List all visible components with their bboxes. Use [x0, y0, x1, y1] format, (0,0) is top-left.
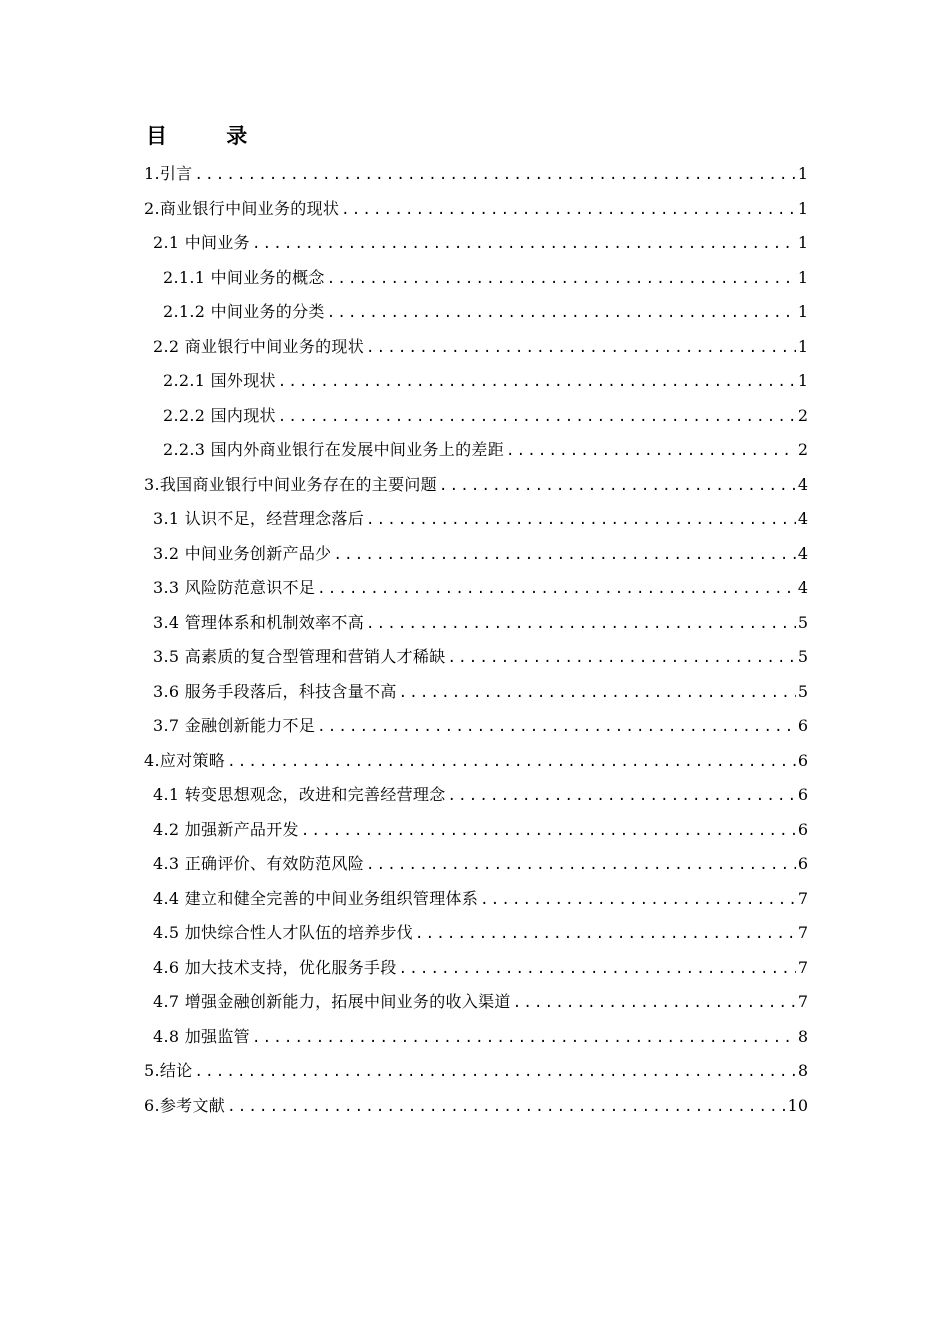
toc-entry-page-number: 2 — [797, 405, 808, 425]
toc-entry-label: 4.8 加强监管 — [153, 1026, 250, 1046]
dot-leader — [506, 434, 796, 469]
dot-leader — [252, 1021, 796, 1056]
toc-entry-label: 2.2.3 国内外商业银行在发展中间业务上的差距 — [163, 440, 504, 459]
dot-leader — [366, 503, 796, 538]
toc-entry-label: 4.2 加强新产品开发 — [153, 819, 299, 839]
toc-entry-label: 2.商业银行中间业务的现状 — [144, 198, 340, 218]
toc-entry-page-number: 6 — [797, 716, 808, 735]
dot-leader — [448, 641, 796, 676]
toc-entry-section-2-2[interactable] — [144, 330, 808, 365]
toc-entry-section-4[interactable] — [144, 744, 808, 779]
toc-list — [144, 157, 808, 1123]
toc-entry-page-number: 4 — [797, 474, 808, 494]
toc-entry-label: 4.4 建立和健全完善的中间业务组织管理体系 — [153, 888, 479, 908]
dot-leader — [194, 1055, 795, 1090]
toc-entry-section-2-2-3[interactable] — [144, 433, 808, 468]
dot-leader — [278, 400, 796, 435]
toc-entry-page-number: 6 — [797, 785, 808, 804]
toc-entry-page-number: 6 — [797, 854, 808, 873]
dot-leader — [399, 952, 796, 987]
toc-entry-label: 3.4 管理体系和机制效率不高 — [153, 612, 365, 632]
toc-entry-label: 4.7 增强金融创新能力，拓展中间业务的收入渠道 — [153, 992, 511, 1011]
dot-leader — [439, 469, 796, 504]
toc-entry-page-number: 1 — [797, 336, 808, 356]
toc-entry-label: 2.1.1 中间业务的概念 — [163, 267, 325, 287]
toc-entry-section-3-6[interactable] — [144, 675, 808, 710]
dot-leader — [327, 296, 796, 331]
toc-entry-page-number: 1 — [797, 302, 808, 321]
toc-entry-page-number: 5 — [797, 612, 808, 632]
toc-entry-page-number: 6 — [797, 819, 808, 839]
toc-entry-section-4-3[interactable] — [144, 847, 808, 882]
toc-entry-label: 2.2.1 国外现状 — [163, 371, 276, 390]
dot-leader — [513, 986, 796, 1021]
toc-entry-section-4-8[interactable] — [144, 1020, 808, 1055]
toc-entry-label: 3.7 金融创新能力不足 — [153, 716, 316, 735]
toc-entry-page-number: 1 — [797, 164, 808, 183]
toc-entry-section-2[interactable] — [144, 192, 808, 227]
toc-entry-introduction[interactable] — [144, 157, 808, 192]
toc-entry-page-number: 1 — [797, 198, 808, 218]
toc-entry-label: 2.2 商业银行中间业务的现状 — [153, 336, 365, 356]
toc-entry-label: 4.应对策略 — [144, 750, 226, 770]
toc-entry-label: 1.引言 — [144, 164, 193, 183]
dot-leader — [317, 710, 796, 745]
toc-entry-label: 4.5 加快综合性人才队伍的培养步伐 — [153, 923, 413, 942]
dot-leader — [333, 538, 795, 573]
dot-leader — [278, 365, 796, 400]
toc-entry-page-number: 7 — [797, 957, 808, 977]
toc-entry-label: 3.6 服务手段落后，科技含量不高 — [153, 681, 397, 701]
toc-entry-section-4-7[interactable] — [144, 985, 808, 1020]
toc-entry-label: 2.1.2 中间业务的分类 — [163, 302, 325, 321]
toc-entry-page-number: 4 — [797, 578, 808, 597]
toc-entry-section-3-4[interactable] — [144, 606, 808, 641]
toc-entry-page-number: 5 — [797, 681, 808, 701]
toc-entry-label: 3.5 高素质的复合型管理和营销人才稀缺 — [153, 647, 446, 666]
toc-entry-page-number: 4 — [797, 543, 808, 563]
toc-entry-page-number: 1 — [797, 371, 808, 390]
toc-entry-section-2-2-2[interactable] — [144, 399, 808, 434]
dot-leader — [227, 745, 796, 780]
toc-entry-references[interactable] — [144, 1089, 808, 1124]
toc-entry-label: 4.3 正确评价、有效防范风险 — [153, 854, 365, 873]
toc-entry-label: 4.1 转变思想观念，改进和完善经营理念 — [153, 785, 446, 804]
toc-entry-section-4-2[interactable] — [144, 813, 808, 848]
toc-entry-page-number: 10 — [787, 1095, 808, 1115]
toc-entry-section-3[interactable] — [144, 468, 808, 503]
toc-entry-label: 4.6 加大技术支持，优化服务手段 — [153, 957, 397, 977]
dot-leader — [480, 883, 796, 918]
dot-leader — [366, 848, 796, 883]
toc-entry-label: 2.1 中间业务 — [153, 233, 250, 252]
toc-entry-page-number: 7 — [797, 888, 808, 908]
toc-title: 目 录 — [146, 123, 274, 148]
dot-leader — [227, 1090, 786, 1125]
dot-leader — [317, 572, 796, 607]
dot-leader — [194, 158, 795, 193]
toc-entry-page-number: 5 — [797, 647, 808, 666]
toc-entry-section-3-7[interactable] — [144, 709, 808, 744]
toc-entry-section-3-3[interactable] — [144, 571, 808, 606]
toc-entry-label: 3.2 中间业务创新产品少 — [153, 543, 332, 563]
toc-entry-page-number: 1 — [797, 267, 808, 287]
toc-entry-page-number: 8 — [797, 1061, 808, 1080]
dot-leader — [252, 227, 796, 262]
toc-entry-section-4-4[interactable] — [144, 882, 808, 917]
dot-leader — [366, 331, 796, 366]
toc-entry-conclusion[interactable] — [144, 1054, 808, 1089]
toc-entry-page-number: 7 — [797, 923, 808, 942]
dot-leader — [399, 676, 796, 711]
toc-entry-section-4-5[interactable] — [144, 916, 808, 951]
dot-leader — [415, 917, 796, 952]
toc-entry-label: 6.参考文献 — [144, 1095, 226, 1115]
toc-entry-section-2-1-1[interactable] — [144, 261, 808, 296]
toc-entry-page-number: 2 — [797, 440, 808, 459]
toc-entry-label: 5.结论 — [144, 1061, 193, 1080]
toc-entry-page-number: 1 — [797, 233, 808, 252]
toc-entry-section-4-6[interactable] — [144, 951, 808, 986]
dot-leader — [327, 262, 796, 297]
toc-entry-label: 3.3 风险防范意识不足 — [153, 578, 316, 597]
dot-leader — [301, 814, 796, 849]
toc-entry-section-3-5[interactable] — [144, 640, 808, 675]
toc-entry-section-4-1[interactable] — [144, 778, 808, 813]
dot-leader — [448, 779, 796, 814]
toc-entry-label: 3.1 认识不足，经营理念落后 — [153, 509, 365, 528]
toc-entry-label: 3.我国商业银行中间业务存在的主要问题 — [144, 474, 437, 494]
dot-leader — [341, 193, 796, 228]
toc-entry-page-number: 8 — [797, 1026, 808, 1046]
toc-entry-page-number: 7 — [797, 992, 808, 1011]
dot-leader — [366, 607, 796, 642]
toc-entry-page-number: 4 — [797, 509, 808, 528]
toc-entry-label: 2.2.2 国内现状 — [163, 405, 276, 425]
toc-entry-page-number: 6 — [797, 750, 808, 770]
toc-entry-section-3-1[interactable] — [144, 502, 808, 537]
toc-entry-section-2-1-2[interactable] — [144, 295, 808, 330]
toc-entry-section-2-2-1[interactable] — [144, 364, 808, 399]
toc-entry-section-3-2[interactable] — [144, 537, 808, 572]
toc-entry-section-2-1[interactable] — [144, 226, 808, 261]
